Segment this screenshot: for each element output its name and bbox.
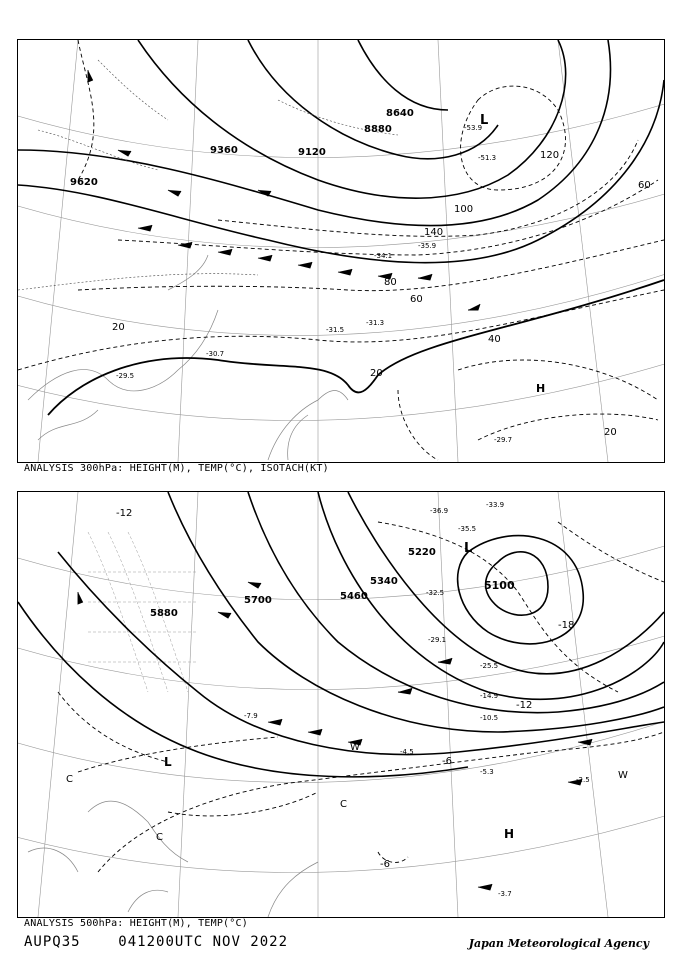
- panel-caption-300hpa: ANALYSIS 300hPa: HEIGHT(M), TEMP(°C), ISOTACH(KT): [24, 463, 329, 474]
- temp-label: -33.9: [486, 501, 505, 509]
- temp-label: -3.7: [498, 890, 512, 898]
- valid-time: 041200UTC NOV 2022: [118, 934, 289, 950]
- isotach-label: 100: [454, 204, 474, 215]
- temp-label: -35.9: [418, 242, 437, 250]
- height-labels: [150, 547, 515, 619]
- height-label: 9360: [210, 145, 238, 156]
- temp-label: -32.5: [426, 589, 445, 597]
- temp-label: -5.3: [480, 768, 494, 776]
- graticule: [18, 40, 664, 462]
- chart-code: AUPQ35: [24, 934, 81, 950]
- isotach-labels: [112, 150, 651, 438]
- map-500hpa: [17, 491, 665, 918]
- temp-label: -14.9: [480, 692, 499, 700]
- isotach-label: 140: [424, 227, 444, 238]
- temperature-labels: [116, 124, 512, 444]
- map-500hpa-canvas: [18, 492, 664, 917]
- height-label: 5220: [408, 547, 436, 558]
- temp-label: -36.9: [430, 507, 449, 515]
- height-label: 5460: [340, 591, 368, 602]
- temp-label: -2.5: [576, 776, 590, 784]
- isotherm-label: C: [340, 799, 347, 810]
- height-label: 5700: [244, 595, 272, 606]
- height-contours: [18, 40, 664, 415]
- height-label: 8640: [386, 108, 414, 119]
- height-label: 8880: [364, 124, 392, 135]
- temp-label: -30.7: [206, 350, 225, 358]
- map-300hpa: [17, 39, 665, 463]
- temp-label: -10.5: [480, 714, 499, 722]
- isotherm-label: C: [156, 832, 163, 843]
- temp-label: -31.5: [326, 326, 345, 334]
- height-contours: [18, 492, 664, 777]
- isotherm-label: C: [66, 774, 73, 785]
- isotherm-label: -12: [516, 700, 533, 711]
- isotach-label: 120: [540, 150, 560, 161]
- height-label: 5100: [484, 579, 515, 592]
- high-center-label: H: [536, 382, 546, 395]
- temp-label: -34.1: [374, 252, 393, 260]
- isotach-label: 80: [384, 277, 397, 288]
- height-label: 9620: [70, 177, 98, 188]
- isotach-label: 20: [370, 368, 383, 379]
- isotherm-label: -6: [380, 859, 390, 870]
- isotherm-label: -18: [558, 620, 575, 631]
- coastline: [28, 801, 318, 917]
- low-center-label: L: [464, 541, 473, 556]
- height-labels: [70, 108, 414, 188]
- isotherm-label: W: [350, 742, 360, 753]
- temp-label: -51.3: [478, 154, 497, 162]
- height-label: 9120: [298, 147, 326, 158]
- isotach-label: 60: [638, 180, 651, 191]
- panel-caption-500hpa: ANALYSIS 500hPa: HEIGHT(M), TEMP(°C): [24, 918, 248, 929]
- isotach-label: 60: [410, 294, 423, 305]
- temp-label: -25.5: [480, 662, 499, 670]
- height-label: 5340: [370, 576, 398, 587]
- isotach-label: 20: [112, 322, 125, 333]
- isotachs: [18, 40, 664, 460]
- isotherm-label: -6: [442, 756, 452, 767]
- wind-barbs: [78, 582, 592, 890]
- isotherm-label: -12: [116, 508, 133, 519]
- temp-label: -29.5: [116, 372, 135, 380]
- agency-name: Japan Meteorological Agency: [468, 937, 649, 950]
- temp-label: -4.5: [400, 748, 414, 756]
- isotherm-label: W: [618, 770, 628, 781]
- temp-label: -7.9: [244, 712, 258, 720]
- isotach-label: 40: [488, 334, 501, 345]
- chart-code-and-time: [24, 934, 288, 950]
- temp-label: -31.3: [366, 319, 385, 327]
- temp-label: -29.1: [428, 636, 447, 644]
- high-center-label: H: [504, 827, 515, 841]
- temp-label: -29.7: [494, 436, 513, 444]
- height-label: 5880: [150, 608, 178, 619]
- continental-isotherms: [88, 532, 198, 692]
- temp-label: -53.9: [464, 124, 483, 132]
- low-center-label: L: [480, 113, 489, 128]
- map-300hpa-canvas: [18, 40, 664, 462]
- isotach-label: 20: [604, 427, 617, 438]
- temp-label: -35.5: [458, 525, 477, 533]
- low-center-label: L: [164, 755, 172, 769]
